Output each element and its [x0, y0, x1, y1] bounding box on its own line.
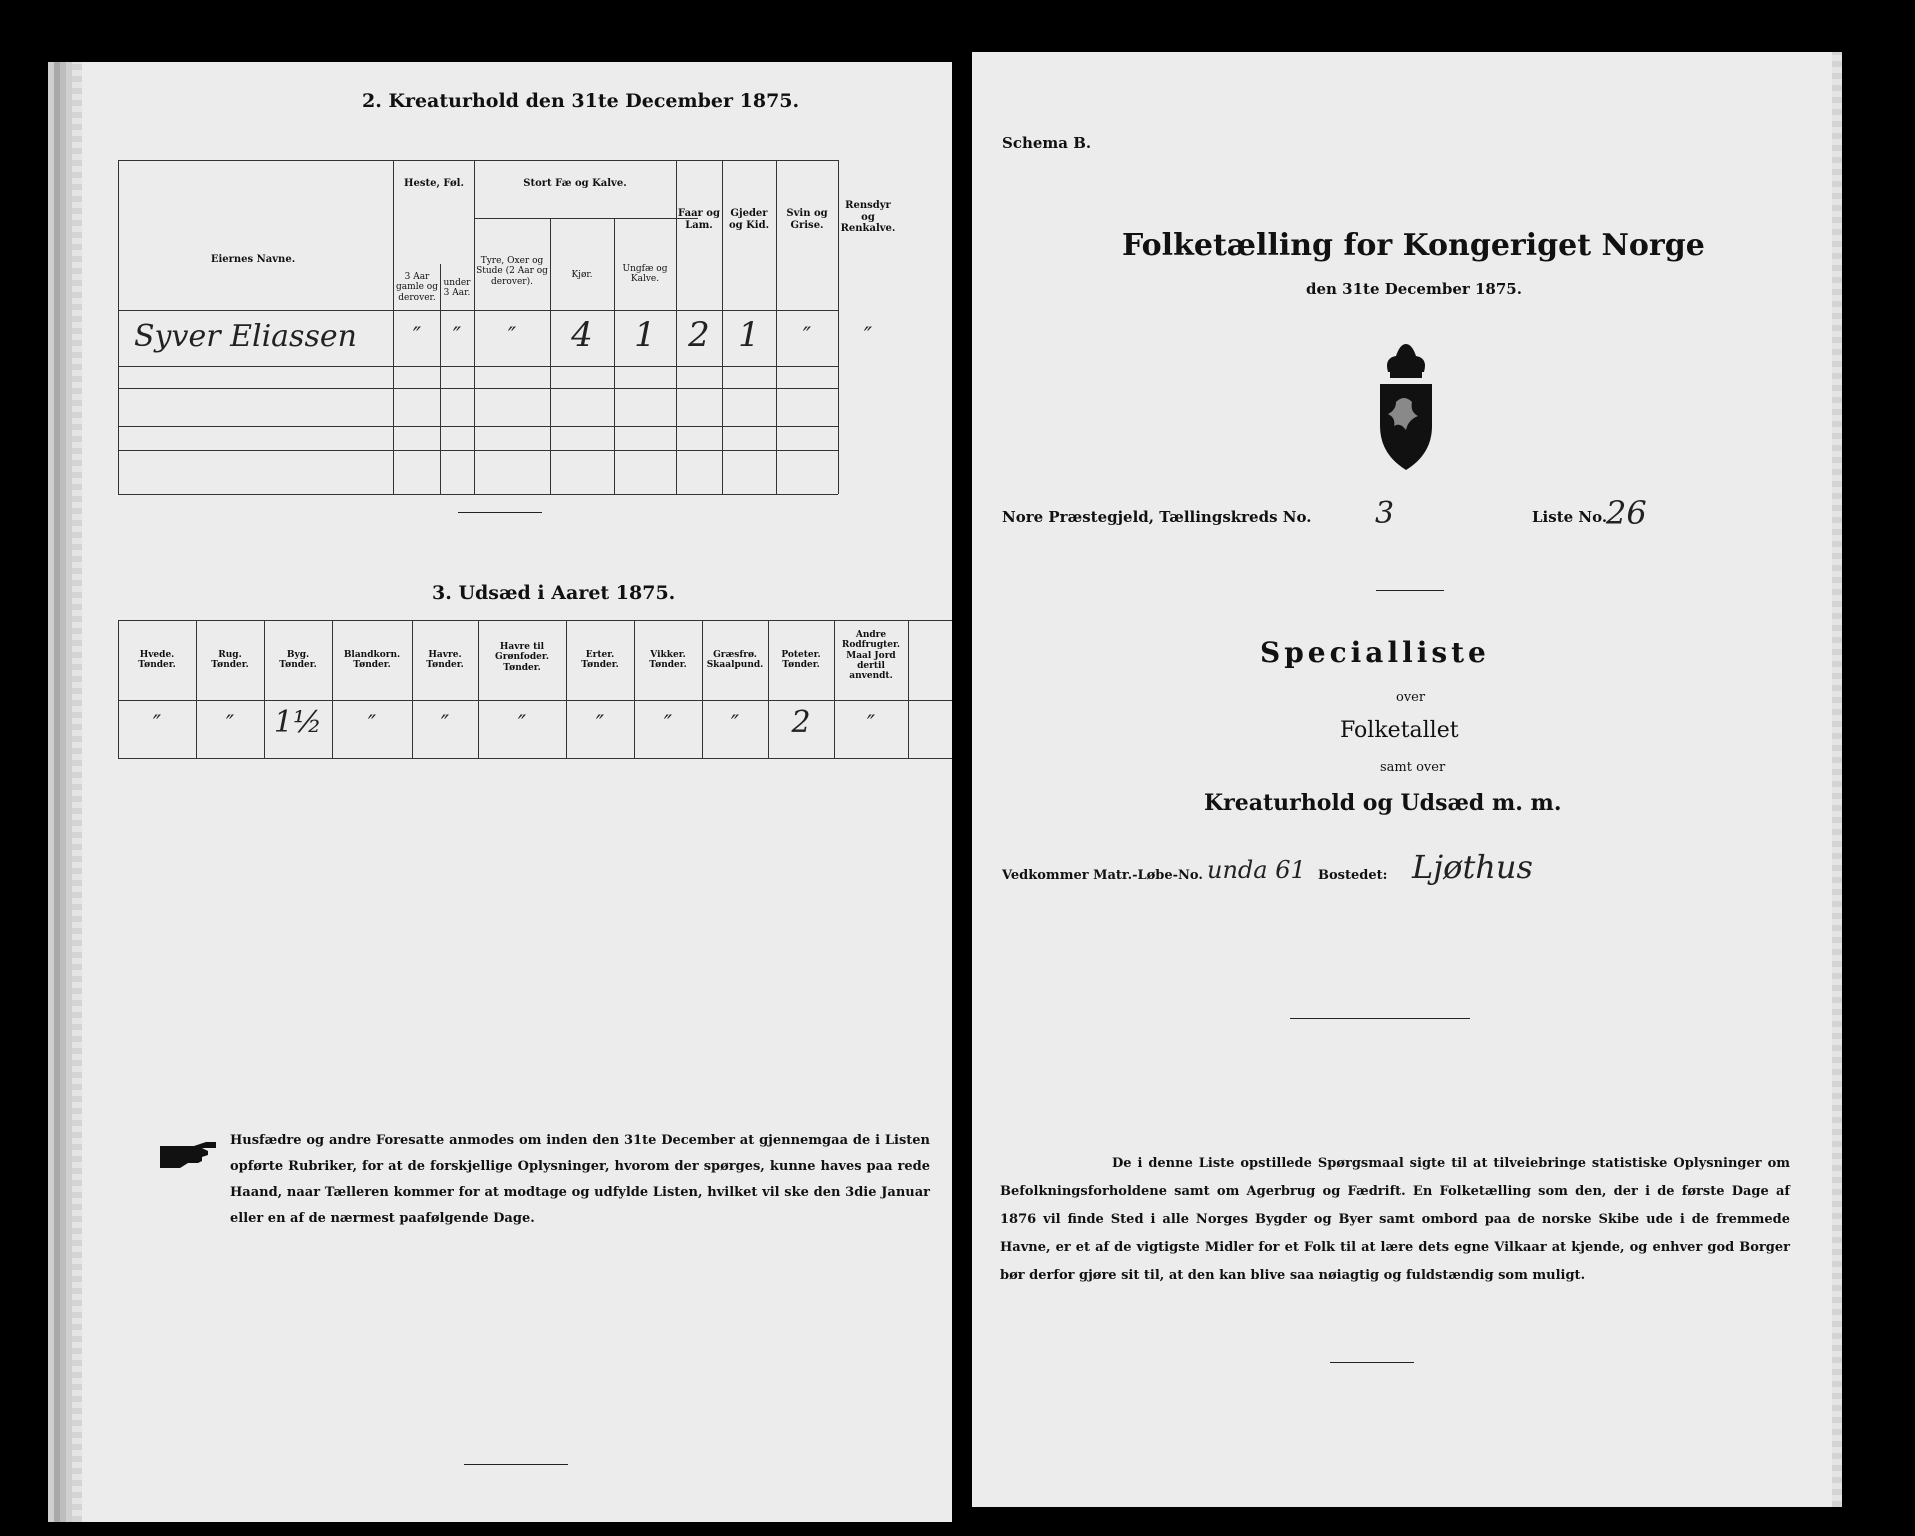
divider	[464, 1464, 568, 1465]
udsaed-value: 1½	[273, 705, 323, 740]
udsaed-header-blandkorn: Blandkorn.	[343, 650, 401, 660]
udsaed-unit: Tønder.	[279, 660, 317, 671]
udsaed-header-havre-gronfoder: Havre til Grønfoder.	[495, 642, 549, 663]
divider	[1376, 590, 1444, 591]
udsaed-unit: Maal Jord dertil anvendt.	[846, 650, 896, 682]
udsaed-unit: Tønder.	[426, 660, 464, 671]
header-reindeer: Rensdyr og Renkalve.	[840, 200, 896, 234]
udsaed-unit: Tønder.	[138, 660, 176, 671]
kreaturhold-table	[118, 160, 952, 494]
list-label: Liste No.	[1532, 508, 1608, 526]
header-goats: Gjeder og Kid.	[728, 208, 770, 231]
udsaed-header-vikker: Vikker.	[650, 650, 686, 660]
udsaed-unit: Tønder.	[649, 660, 687, 671]
parish-label: Nore Præstegjeld, Tællingskreds No.	[1002, 508, 1312, 526]
udsaed-header-andre: Andre Rodfrugter.	[841, 630, 901, 651]
udsaed-header-rug: Rug.	[218, 650, 242, 660]
udsaed-value: ″	[866, 712, 876, 737]
right-page	[972, 52, 1842, 1507]
header-horses-old: 3 Aar gamle og derover.	[396, 272, 438, 303]
left-page	[72, 62, 952, 1522]
divider	[1330, 1362, 1414, 1363]
udsaed-header-havre: Havre.	[428, 650, 462, 660]
value-cows: 4	[571, 315, 593, 355]
specialliste-heading: Specialliste	[1260, 636, 1490, 669]
udsaed-header-poteter: Poteter.	[781, 650, 821, 660]
udsaed-value: ″	[367, 712, 377, 737]
header-horses-young: under 3 Aar.	[443, 278, 471, 299]
page-edge	[1832, 52, 1842, 1507]
udsaed-unit: Tønder.	[581, 660, 619, 671]
udsaed-header-erter: Erter.	[585, 650, 615, 660]
schema-label: Schema B.	[1002, 134, 1092, 152]
udsaed-value: 2	[791, 705, 811, 740]
udsaed-value: ″	[440, 712, 450, 737]
value-sheep: 2	[688, 315, 710, 355]
udsaed-value: ″	[517, 712, 527, 737]
header-horses: Heste, Føl.	[404, 178, 464, 189]
udsaed-value: ″	[225, 712, 235, 737]
norwegian-coat-of-arms-icon	[1370, 342, 1442, 474]
udsaed-header-byg: Byg.	[286, 650, 310, 660]
value-goats: 1	[738, 315, 760, 355]
matr-value: unda 61	[1207, 856, 1306, 884]
udsaed-unit: Tønder.	[353, 660, 391, 671]
page-edge	[72, 62, 82, 1522]
kreaturhold-title: 2. Kreaturhold den 31te December 1875.	[362, 90, 800, 112]
udsaed-unit: Tønder.	[503, 662, 541, 673]
header-cattle: Stort Fæ og Kalve.	[523, 178, 627, 189]
udsaed-value: ″	[595, 712, 605, 737]
udsaed-title: 3. Udsæd i Aaret 1875.	[432, 582, 676, 604]
value-horses-young: ″	[452, 324, 462, 349]
udsaed-unit: Tønder.	[211, 660, 249, 671]
header-bulls: Tyre, Oxer og Stude (2 Aar og derover).	[476, 256, 548, 287]
udsaed-unit: Skaalpund.	[706, 660, 764, 671]
owner-name: Syver Eliassen	[134, 319, 357, 354]
value-horses-old: ″	[412, 324, 422, 349]
udsaed-header-graesfro: Græsfrø.	[713, 650, 757, 660]
header-pigs: Svin og Grise.	[786, 208, 828, 231]
udsaed-value: ″	[152, 712, 162, 737]
list-number: 26	[1606, 494, 1647, 532]
value-calves: 1	[634, 315, 656, 355]
header-owner: Eiernes Navne.	[210, 254, 296, 265]
value-reindeer: ″	[863, 324, 873, 349]
bosted-label: Bostedet:	[1318, 868, 1388, 883]
matr-label: Vedkommer Matr.-Løbe-No.	[1002, 868, 1203, 883]
divider	[458, 512, 542, 513]
over-label: over	[1396, 690, 1426, 705]
udsaed-header-hvede: Hvede.	[139, 650, 175, 660]
header-cows: Kjør.	[571, 270, 593, 280]
udsaed-unit: Tønder.	[782, 660, 820, 671]
kreaturhold-line: Kreaturhold og Udsæd m. m.	[1204, 790, 1562, 816]
notice-text: Husfædre og andre Foresatte anmodes om inden den 31te December at gjennemgaa de i Listen opførte Rubriker, for at de forskjellige Oplysninger, hvorom der spørges, kunne haves paa rede Haand, naar Tælleren kommer for at modtage og udfylde Listen, hvilket vil ske den 3die Januar eller en af de nærmest paafølgende Dage.	[230, 1133, 930, 1226]
folketallet-label: Folketallet	[1340, 718, 1459, 743]
district-number: 3	[1375, 496, 1395, 531]
header-calves: Ungfæ og Kalve.	[622, 264, 668, 285]
value-bulls: ″	[507, 324, 517, 349]
bosted-value: Ljøthus	[1412, 848, 1533, 886]
document-subtitle: den 31te December 1875.	[1306, 280, 1522, 298]
information-paragraph: De i denne Liste opstillede Spørgsmaal sigte til at tilveiebringe statistiske Oplysninger om Befolkningsforholdene samt om Agerbrug og Fædrift. En Folketælling som den, der i de første Dage af 1876 vil finde Sted i alle Norges Bygder og Byer samt ombord paa de norske Skibe ude i de fremmede Havne, er et af de vigtigste Midler for et Folk til at lære dets egne Vilkaar at kjende, og enhver god Borger bør derfor gjøre sit til, at den kan blive saa nøiagtig og fuldstændig som muligt.	[1000, 1156, 1790, 1283]
value-pigs: ″	[802, 324, 812, 349]
document-title: Folketælling for Kongeriget Norge	[1122, 228, 1705, 263]
udsaed-value: ″	[663, 712, 673, 737]
samt-over-label: samt over	[1380, 760, 1446, 775]
pointing-hand-icon	[158, 1136, 218, 1170]
header-sheep: Faar og Lam.	[678, 208, 720, 231]
udsaed-value: ″	[730, 712, 740, 737]
udsaed-table	[118, 620, 952, 758]
divider	[1290, 1018, 1470, 1019]
